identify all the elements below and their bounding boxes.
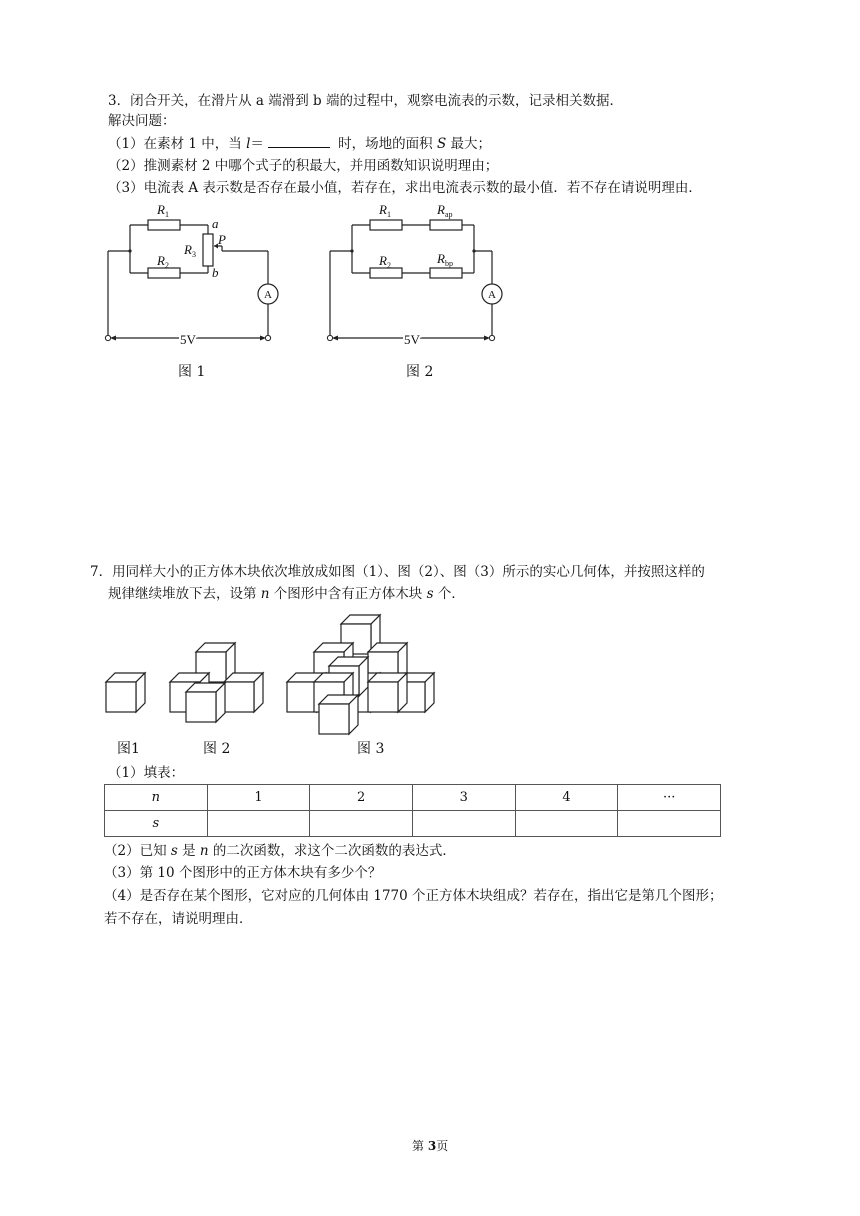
- q3-part2: （2）推测素材 2 中哪个式子的积最大，并用函数知识说明理由；: [108, 158, 499, 174]
- q3-heading: 解决问题：: [108, 113, 176, 129]
- terminal-b-label: b: [212, 265, 219, 280]
- cube-fig3-caption: 图 3: [357, 741, 385, 757]
- table-cell: 4: [515, 785, 618, 811]
- answer-blank[interactable]: [268, 134, 330, 148]
- answer-cell[interactable]: [618, 811, 721, 837]
- voltage-label: 5V: [404, 332, 420, 347]
- cube-fig1-caption: 图1: [117, 741, 140, 757]
- cube-block: [319, 695, 358, 734]
- table-cell: ···: [618, 785, 721, 811]
- table-cell: n: [105, 785, 208, 811]
- table-row: [105, 785, 721, 811]
- q7-part3: （3）第 10 个图形中的正方体木块有多少个？: [104, 865, 382, 881]
- cube-block: [106, 673, 145, 712]
- cube-block: [186, 683, 225, 722]
- q7-part4-cont: 若不存在，请说明理由．: [104, 911, 253, 927]
- table-cell: 1: [207, 785, 310, 811]
- circuit-figure-2: [322, 196, 512, 352]
- cube-block: [224, 673, 263, 712]
- cube-block: [368, 673, 407, 712]
- cube-stack-figures: [100, 606, 450, 736]
- voltage-label: 5V: [180, 332, 196, 347]
- table-cell: 3: [412, 785, 515, 811]
- q3-intro: 3．闭合开关，在滑片从 a 端滑到 b 端的过程中，观察电流表的示数，记录相关数据．: [108, 93, 623, 109]
- r2-label: $R_2$: [157, 253, 169, 270]
- rap-label: $R_{ap}$: [437, 202, 453, 219]
- q3-part3: （3）电流表 A 表示数是否存在最小值，若存在，求出电流表示数的最小值．若不存在请说明理由．: [108, 180, 702, 196]
- table-cell: 2: [310, 785, 413, 811]
- answer-cell[interactable]: [207, 811, 310, 837]
- fig2-caption: 图 2: [406, 364, 434, 380]
- q7-line2: 规律继续堆放下去，设第 n 个图形中含有正方体木块 s 个．: [108, 586, 465, 602]
- ammeter-label: A: [264, 289, 272, 301]
- table-row: [105, 811, 721, 837]
- fill-table: [104, 784, 721, 837]
- answer-cell[interactable]: [412, 811, 515, 837]
- answer-cell[interactable]: [310, 811, 413, 837]
- table-cell: s: [105, 811, 208, 837]
- cube-fig2-caption: 图 2: [203, 741, 231, 757]
- r1-label: $R_1$: [157, 202, 169, 219]
- rbp-label: $R_{bp}$: [437, 251, 453, 268]
- page-footer: 第 3页: [412, 1139, 449, 1153]
- q7-part4: （4）是否存在某个图形，它对应的几何体由 1770 个正方体木块组成？若存在，指出它是第几个图形；: [104, 888, 723, 904]
- ammeter-label: A: [488, 289, 496, 301]
- terminal-a-label: a: [212, 216, 219, 231]
- r2-label: $R_2$: [379, 253, 391, 270]
- q3-part1: （1）在素材 1 中，当 l＝ 时，场地的面积 S 最大；: [108, 136, 492, 152]
- r3-label: $R_3$: [184, 242, 196, 259]
- q7-fill-label: （1）填表：: [108, 765, 185, 781]
- q7-line1: 7．用同样大小的正方体木块依次堆放成如图（1）、图（2）、图（3）所示的实心几何体，并按照这样的: [90, 564, 705, 580]
- r1-label: $R_1$: [379, 202, 391, 219]
- q7-part2: （2）已知 s 是 n 的二次函数，求这个二次函数的表达式．: [104, 843, 456, 859]
- fig1-caption: 图 1: [178, 364, 206, 380]
- slider-p-label: P: [218, 232, 226, 247]
- answer-cell[interactable]: [515, 811, 618, 837]
- circuit-figure-1: [100, 196, 290, 352]
